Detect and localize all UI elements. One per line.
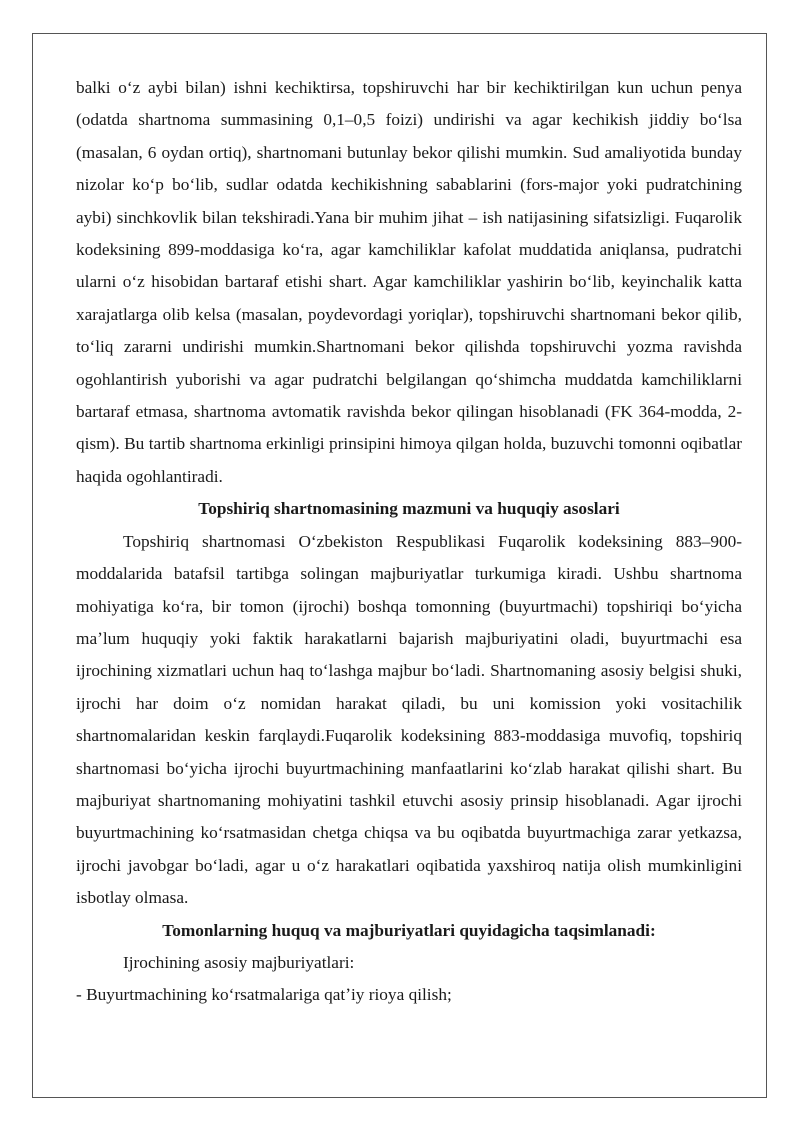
section-heading-rights-obligations: Tomonlarning huquq va majburiyatlari quyidagicha taqsimlanadi: <box>162 920 656 940</box>
list-item: - Buyurtmachining koʻrsatmalariga qatʼiy rioya qilish; <box>76 985 452 1005</box>
paragraph-2: Topshiriq shartnomasi Oʻzbekiston Respublikasi Fuqarolik kodeksining 883–900-moddalarida batafsil tartibga solingan majburiyatlar turkumiga kiradi. Ushbu shartnoma mohiyatiga koʻra, bir tomon (ijrochi) boshqa tomonning (buyurtmachi) topshiriqi boʻyicha maʼlum huquqiy yoki faktik harakatlarni bajarish majburiyatini oladi, buyurtmachi esa ijrochining xizmatlari uchun haq toʻlashga majbur boʻladi. Shartnomaning asosiy belgisi shuki, ijrochi har doim oʻz nomidan harakat qiladi, bu uni komission yoki vositachilik shartnomalaridan keskin farqlaydi.Fuqarolik kodeksining 883-moddasiga muvofiq, topshiriq shartnomasi boʻyicha ijrochi buyurtmachining manfaatlarini koʻzlab harakat qilishi shart. Bu majburiyat shartnomaning mohiyatini tashkil etuvchi asosiy prinsip hisoblanadi. Agar ijrochi buyurtmachining koʻrsatmasidan chetga chiqsa va bu oqibatda buyurtmachiga zarar yetkazsa, ijrochi javobgar boʻladi, agar u oʻz harakatlari oqibatida yaxshiroq natija olish mumkinligini isbotlay olmasa. <box>76 531 742 908</box>
paragraph-1: balki oʻz aybi bilan) ishni kechiktirsa, topshiruvchi har bir kechiktirilgan kun uchun penya (odatda shartnoma summasining 0,1–0,5 foizi) undirishi va agar kechikish jiddiy boʻlsa (masalan, 6 oydan ortiq), shartnomani butunlay bekor qilishi mumkin. Sud amaliyotida bunday nizolar koʻp boʻlib, sudlar odatda kechikishning sabablarini (fors-major yoki pudratchining aybi) sinchkovlik bilan tekshiradi.Yana bir muhim jihat – ish natijasining sifatsizligi. Fuqarolik kodeksining 899-moddasiga koʻra, agar kamchiliklar kafolat muddatida aniqlansa, pudratchi ularni oʻz hisobidan bartaraf etishi shart. Agar kamchiliklar yashirin boʻlib, keyinchalik katta xarajatlarga olib kelsa (masalan, poydevordagi yoriqlar), topshiruvchi shartnomani bekor qilib, toʻliq zararni undirishi mumkin.Shartnomani bekor qilishda topshiruvchi yozma ravishda ogohlantirish yuborishi va agar pudratchi belgilangan qoʻshimcha muddatda kamchiliklarni bartaraf etmasa, shartnoma avtomatik ravishda bekor qilingan hisoblanadi (FK 364-modda, 2-qism). Bu tartib shartnoma erkinligi prinsipini himoya qilgan holda, buzuvchi tomonni oqibatlar haqida ogohlantiradi. <box>76 78 742 486</box>
document-body <box>76 72 742 1012</box>
section-heading-contract-content: Topshiriq shartnomasining mazmuni va huquqiy asoslari <box>198 499 620 519</box>
paragraph-3: Ijrochining asosiy majburiyatlari: <box>123 952 355 972</box>
